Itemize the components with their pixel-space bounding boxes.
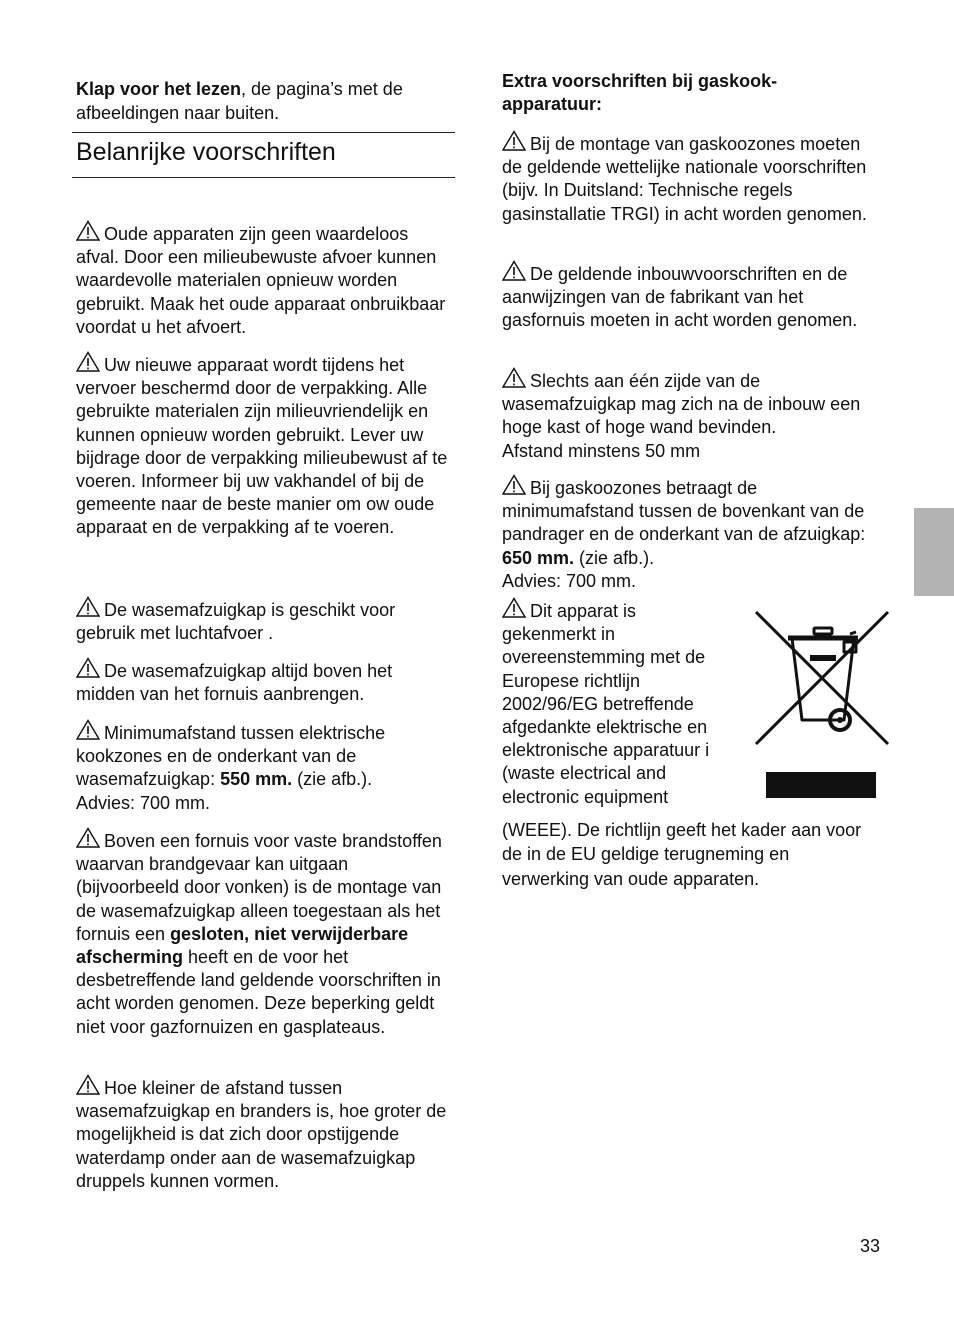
- warning-triangle-icon: [76, 1074, 100, 1095]
- warning-triangle-icon: [76, 657, 100, 678]
- left-paragraph-3: De wasemafzuigkap is geschikt voor gebruik met luchtafvoer .: [76, 596, 452, 645]
- title-rule-top: [72, 132, 455, 133]
- crossed-out-wheelie-bin-icon: [752, 608, 892, 748]
- left-paragraph-1: Oude apparaten zijn geen waardeloos afval. Door een milieubewuste afvoer kunnen waardevolle materialen opnieuw worden gebruikt. Maak het oude apparaat onbruikbaar voordat u het afvoert.: [76, 220, 452, 339]
- intro-rest: , de pagina’s met de afbeeldingen naar buiten.: [76, 79, 403, 123]
- left-paragraph-4: De wasemafzuigkap altijd boven het midden van het fornuis aanbrengen.: [76, 657, 452, 706]
- gas-section-heading: Extra voorschriften bij gaskook-apparatuur:: [502, 71, 778, 114]
- right-paragraph-5-beside-logo: Dit apparat is gekenmerkt in overeenstemming met de Europese richtlijn 2002/96/EG betreffende afgedankte elektrische en elektronische apparatuur i (waste electrical and electronic equipment: [502, 597, 752, 809]
- title-rule-bottom: [72, 177, 455, 178]
- intro-bold: Klap voor het lezen: [76, 79, 242, 99]
- page-number: 33: [859, 1236, 880, 1256]
- warning-triangle-icon: [502, 130, 526, 151]
- warning-triangle-icon: [76, 596, 100, 617]
- section-tab-marker: [914, 508, 954, 596]
- page-title: Belanrijke voorschriften: [76, 138, 336, 166]
- warning-triangle-icon: [76, 719, 100, 740]
- left-paragraph-5: Minimumafstand tussen elektrische kookzones en de onderkant van de wasemafzuigkap: 550 mm. (zie afb.). Advies: 700 mm.: [76, 719, 452, 815]
- left-paragraph-2: Uw nieuwe apparaat wordt tijdens het vervoer beschermd door de verpakking. Alle gebruikte materialen zijn milieuvriendelijk en kunnen opnieuw worden gebruikt. Lever uw bijdrage door de verpakking milieubewust af te voeren. Informeer bij uw vakhandel of bij de gemeente naar de beste manier om ow oude apparaat en de verpakking af te voeren.: [76, 351, 452, 540]
- weee-label-bar: [766, 772, 876, 798]
- right-paragraph-5-continued: (WEEE). De richtlijn geeft het kader aan voor de in de EU geldige terugneming en verwerking van oude apparaten.: [502, 820, 862, 889]
- warning-triangle-icon: [502, 474, 526, 495]
- warning-triangle-icon: [502, 367, 526, 388]
- intro-note: [76, 77, 452, 125]
- warning-triangle-icon: [76, 351, 100, 372]
- left-paragraph-6: Boven een fornuis voor vaste brandstoffen waarvan brandgevaar kan uitgaan (bijvoorbeeld door vonken) is de montage van de wasemafzuigkap alleen toegestaan als het fornuis een gesloten, niet verwijderbare afscherming heeft en de voor het desbetreffende land geldende voorschriften in acht worden genomen. Deze beperking geldt niet voor gazfornuizen en gasplateaus.: [76, 827, 452, 1039]
- warning-triangle-icon: [502, 260, 526, 281]
- warning-triangle-icon: [76, 827, 100, 848]
- warning-triangle-icon: [76, 220, 100, 241]
- left-paragraph-7: Hoe kleiner de afstand tussen wasemafzuigkap en branders is, hoe groter de mogelijkheid is dat zich door opstijgende waterdamp onder aan de wasemafzuigkap druppels kunnen vormen.: [76, 1074, 452, 1193]
- right-paragraph-4: Bij gaskoozones betraagt de minimumafstand tussen de bovenkant van de pandrager en de onderkant van de afzuigkap: 650 mm. (zie afb.). Advies: 700 mm.: [502, 474, 880, 593]
- right-paragraph-3: Slechts aan één zijde van de wasemafzuigkap mag zich na de inbouw een hoge kast of hoge wand bevinden. Afstand minstens 50 mm: [502, 367, 880, 463]
- warning-triangle-icon: [502, 597, 526, 618]
- right-paragraph-2: De geldende inbouwvoorschriften en de aanwijzingen van de fabrikant van het gasfornuis moeten in acht worden genomen.: [502, 260, 880, 333]
- right-paragraph-1: Bij de montage van gaskoozones moeten de geldende wettelijke nationale voorschriften (bijv. In Duitsland: Technische regels gasinstallatie TRGI) in acht worden genomen.: [502, 130, 880, 226]
